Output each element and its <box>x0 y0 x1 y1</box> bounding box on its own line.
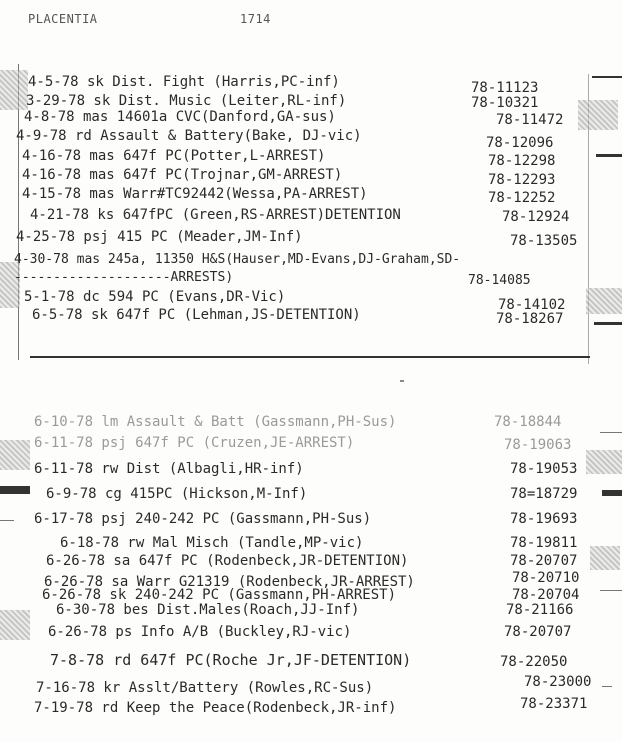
entry-case-number: 78-19693 <box>510 511 578 527</box>
entry-description: 7-8-78 rd 647f PC(Roche Jr,JF-DETENTION) <box>50 651 412 669</box>
card-1-bottom-edge <box>30 356 590 358</box>
entry-description: 6-9-78 cg 415PC (Hickson,M-Inf) <box>46 486 308 502</box>
entry-case-number: 78-22050 <box>500 654 568 670</box>
entry-case-number: 78-20710 <box>512 570 580 586</box>
entry-description: 4-30-78 mas 245a, 11350 H&S(Hauser,MD-Evans,DJ-Graham,SD- <box>14 252 461 267</box>
entry-case-number: 78-14102 <box>498 297 566 313</box>
entry-case-number: 78-19063 <box>504 437 572 453</box>
scan-mark <box>0 520 14 521</box>
scan-mark <box>592 76 622 78</box>
scan-mark <box>0 486 30 494</box>
entry-case-number: 78-19811 <box>510 535 578 551</box>
entry-description: 4-25-78 psj 415 PC (Meader,JM-Inf) <box>16 229 303 245</box>
entry-description: 6-5-78 sk 647f PC (Lehman,JS-DETENTION) <box>32 307 361 323</box>
entry-case-number: 78-10321 <box>471 95 539 111</box>
entry-description: 4-8-78 mas 14601a CVC(Danford,GA-sus) <box>24 109 336 125</box>
entry-case-number: 78=18729 <box>510 486 578 502</box>
entry-description: 6-11-78 rw Dist (Albagli,HR-inf) <box>34 461 304 477</box>
entry-description: 4-21-78 ks 647fPC (Green,RS-ARREST)DETENTION <box>30 207 401 223</box>
entry-case-number: 78-12298 <box>488 153 556 169</box>
scan-smudge <box>0 610 30 640</box>
entry-case-number: 78-12924 <box>502 209 570 225</box>
entry-description: 4-15-78 mas Warr#TC92442(Wessa,PA-ARREST) <box>22 186 368 202</box>
entry-description: 4-16-78 mas 647f PC(Trojnar,GM-ARREST) <box>22 167 343 183</box>
scan-mark <box>594 322 622 325</box>
entry-description: 4-9-78 rd Assault & Battery(Bake, DJ-vic) <box>16 128 362 144</box>
entry-description: 6-11-78 psj 647f PC (Cruzen,JE-ARREST) <box>34 435 355 451</box>
header-number: 1714 <box>240 12 271 26</box>
entry-description: --------------------ARRESTS) <box>14 270 234 285</box>
entry-case-number: 78-23371 <box>520 696 588 712</box>
entry-case-number: 78-18267 <box>496 311 564 327</box>
header-city: PLACENTIA <box>28 12 98 26</box>
scan-smudge <box>0 70 28 110</box>
scan-smudge <box>586 450 622 474</box>
entry-description: 6-26-78 sa Warr G21319 (Rodenbeck,JR-ARREST) <box>44 574 415 590</box>
entry-description: 7-16-78 kr Asslt/Battery (Rowles,RC-Sus) <box>36 680 374 696</box>
scan-smudge <box>586 288 622 314</box>
entry-case-number: 78-18844 <box>494 414 562 430</box>
entry-case-number: 78-12096 <box>486 135 554 151</box>
entry-case-number: 78-20707 <box>504 624 572 640</box>
entry-case-number: 78-13505 <box>510 233 578 249</box>
entry-description: 7-19-78 rd Keep the Peace(Rodenbeck,JR-inf) <box>34 700 397 716</box>
scan-smudge <box>0 440 30 470</box>
entry-case-number: 78-20704 <box>512 587 580 603</box>
entry-description: 3-29-78 sk Dist. Music (Leiter,RL-inf) <box>26 93 347 109</box>
entry-case-number: 78-11123 <box>471 80 539 96</box>
entry-case-number: 78-11472 <box>496 112 564 128</box>
scan-mark <box>596 154 622 157</box>
entry-description: 6-26-78 sk 240-242 PC (Gassmann,PH-ARREST) <box>42 587 397 603</box>
scan-smudge <box>578 100 618 130</box>
entry-description: 6-18-78 rw Mal Misch (Tandle,MP-vic) <box>60 535 364 551</box>
scan-mark <box>602 490 622 496</box>
entry-case-number: 78-23000 <box>524 674 592 690</box>
entry-case-number: 78-19053 <box>510 461 578 477</box>
entry-case-number: 78-20707 <box>510 553 578 569</box>
scan-mark <box>600 432 622 433</box>
scan-speck <box>400 380 404 382</box>
scan-smudge <box>590 546 620 570</box>
scan-mark <box>600 590 622 591</box>
entry-description: 6-26-78 sa 647f PC (Rodenbeck,JR-DETENTION) <box>46 553 409 569</box>
entry-description: 4-16-78 mas 647f PC(Potter,L-ARREST) <box>22 148 326 164</box>
entry-description: 5-1-78 dc 594 PC (Evans,DR-Vic) <box>24 289 286 305</box>
entry-case-number: 78-14085 <box>468 273 531 288</box>
entry-description: 6-17-78 psj 240-242 PC (Gassmann,PH-Sus) <box>34 511 372 527</box>
entry-description: 6-30-78 bes Dist.Males(Roach,JJ-Inf) <box>56 602 360 618</box>
entry-case-number: 78-21166 <box>506 602 574 618</box>
entry-description: 4-5-78 sk Dist. Fight (Harris,PC-inf) <box>28 74 340 90</box>
scan-mark <box>602 686 612 687</box>
entry-description: 6-26-78 ps Info A/B (Buckley,RJ-vic) <box>48 624 352 640</box>
entry-case-number: 78-12252 <box>488 190 556 206</box>
entry-case-number: 78-12293 <box>488 172 556 188</box>
entry-description: 6-10-78 lm Assault & Batt (Gassmann,PH-Sus) <box>34 414 397 430</box>
